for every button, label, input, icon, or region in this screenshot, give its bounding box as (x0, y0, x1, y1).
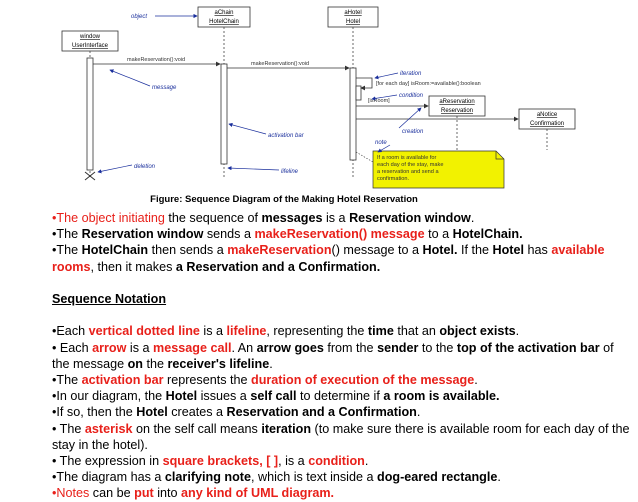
text-run: duration of execution of the message (251, 373, 475, 387)
object-window (62, 31, 118, 51)
text-run: message call (153, 340, 232, 355)
text-run: Hotel (136, 405, 168, 420)
text-run: object exists (439, 324, 516, 339)
object-achain-name: aChain (214, 10, 234, 16)
note-line-3: a reservation and send a (377, 169, 439, 175)
text-run: . (470, 211, 475, 225)
note-line-4: confirmation. (377, 176, 410, 182)
text-run: • The (52, 421, 85, 436)
paragraph-10 (52, 453, 632, 469)
text-run: . (497, 470, 501, 485)
text-run: . (364, 454, 369, 469)
text-run: available rooms (52, 243, 605, 274)
text-run: asterisk (84, 421, 133, 436)
note-anchor (356, 152, 373, 162)
deletion-mark (85, 172, 95, 180)
callout-condition: condition (399, 93, 424, 99)
figure-caption (0, 194, 638, 205)
object-anotice-class: Confirmation (529, 121, 565, 127)
text-run: HotelChain (81, 243, 149, 258)
text-run: the (143, 356, 168, 371)
text-run: , is a (278, 454, 309, 469)
text-run: •The object initiating (52, 211, 165, 225)
text-run: on (127, 356, 143, 371)
text-run: self call (250, 389, 297, 404)
text-run: creates a (167, 405, 227, 420)
condition-label: [isRoom] (368, 98, 390, 104)
text-run: messages (261, 211, 323, 225)
paragraph-8 (52, 404, 632, 420)
figure-caption-text: Figure: Sequence Diagram of the Making Hotel Reservation (150, 194, 418, 205)
text-run: condition (308, 454, 365, 469)
paragraph-12 (52, 485, 632, 501)
paragraph-6 (52, 372, 632, 388)
text-run: square brackets, [ ] (162, 454, 279, 469)
text-run: a room is available. (383, 389, 500, 404)
text-run: . (416, 405, 421, 420)
text-run: . (515, 324, 520, 339)
text-run: makeReservation() message (254, 227, 425, 242)
text-run: •Each (52, 324, 89, 339)
text-run: to a (424, 227, 453, 242)
text-run: Reservation window (349, 211, 471, 225)
text-run: to the (418, 340, 457, 355)
text-run: dog-eared rectangle (377, 470, 498, 485)
paragraph-4 (52, 323, 632, 339)
text-run: makeReservation (227, 243, 332, 258)
text-run: is a (322, 211, 350, 225)
text-run: , which is text inside a (251, 470, 377, 485)
message-label-2: makeReservation():void (251, 61, 310, 67)
activation-bars (87, 58, 361, 170)
section-heading: Sequence Notation (52, 292, 167, 306)
text-run: () message to a (331, 243, 423, 258)
text-run: represents the (163, 373, 252, 387)
object-ahotel (328, 7, 378, 27)
text-run: that an (393, 324, 440, 339)
text-run: from the (323, 340, 378, 355)
text-run: top of the activation bar (456, 340, 600, 355)
text-run: put (134, 486, 154, 501)
callout-activation-bar: activation bar (268, 133, 304, 139)
text-run: Hotel (165, 389, 198, 404)
object-ahotel-class: Hotel (345, 19, 361, 25)
text-run: •In our diagram, the (52, 389, 166, 404)
text-run: Hotel (492, 243, 524, 258)
text-run: , representing the (266, 324, 368, 339)
paragraph-3 (52, 242, 632, 274)
text-run: has (524, 243, 552, 258)
text-run: If the (457, 243, 493, 258)
paragraph-2 (52, 226, 632, 242)
text-run: any kind of UML diagram. (181, 486, 335, 501)
text-run: . (269, 356, 273, 371)
object-areservation (429, 96, 485, 116)
text-run: lifeline (226, 324, 267, 339)
guard-label: [for each day] isRoom:=available():boolean (376, 81, 481, 87)
text-run: • Each (52, 340, 93, 355)
text-run: sender (377, 340, 419, 355)
body-text (52, 210, 632, 502)
text-run: of the message (52, 340, 614, 371)
text-run: the sequence of (164, 211, 262, 225)
paragraph-5 (52, 340, 632, 372)
callout-lifeline: lifeline (281, 169, 299, 175)
object-ahotel-name: aHotel (344, 10, 362, 16)
text-run: Reservation window (81, 227, 204, 242)
text-run: •The diagram has a (52, 470, 165, 485)
text-run: . An (231, 340, 257, 355)
note-box (373, 151, 504, 188)
object-areservation-class: Reservation (440, 108, 474, 114)
text-run: activation bar (81, 373, 164, 387)
object-areservation-name: aReservation (439, 99, 475, 105)
sequence-diagram (0, 0, 638, 190)
callout-object: object (131, 14, 148, 20)
message-label-1: makeReservation():void (127, 57, 186, 63)
object-anotice (519, 109, 575, 129)
object-achain-class: HotelChain (209, 19, 239, 25)
text-run: into (153, 486, 182, 501)
paragraph-11 (52, 469, 632, 485)
object-window-name: window (79, 34, 101, 40)
text-run: then sends a (148, 243, 228, 258)
object-achain (198, 7, 250, 27)
text-run: iteration (261, 421, 312, 436)
text-run: a Reservation and a Confirmation. (175, 259, 381, 274)
note-line-1: If a room is available for (377, 155, 437, 161)
paragraph-1 (52, 210, 632, 226)
text-run: arrow (92, 340, 127, 355)
text-run: is a (199, 324, 227, 339)
text-run: receiver's lifeline (167, 356, 270, 371)
callout-iteration: iteration (400, 71, 422, 77)
text-run: can be (89, 486, 135, 501)
callout-message: message (152, 85, 177, 91)
text-run: •Notes (52, 486, 90, 501)
text-run: •The (52, 227, 82, 242)
text-run: on the self call means (132, 421, 262, 436)
text-run: sends a (203, 227, 255, 242)
text-run: time (367, 324, 394, 339)
text-run: clarifying note (164, 470, 251, 485)
text-run: •If so, then the (52, 405, 137, 420)
object-anotice-name: aNotice (536, 112, 558, 118)
callout-deletion: deletion (134, 164, 156, 170)
text-run: • The expression in (52, 454, 163, 469)
text-run: vertical dotted line (88, 324, 200, 339)
object-window-class: UserInterface (71, 43, 109, 49)
paragraph-9 (52, 421, 632, 453)
text-run: •The (52, 373, 82, 387)
text-run: . (474, 373, 478, 387)
text-run: issues a (197, 389, 251, 404)
text-run: to determine if (296, 389, 384, 404)
paragraph-7 (52, 388, 632, 404)
text-run: (to make sure there is available room for each day of the stay in the hotel). (52, 421, 630, 452)
callout-note: note (375, 140, 387, 146)
note-line-2: each day of the stay, make (377, 162, 444, 168)
callout-creation: creation (402, 129, 424, 135)
text-run: HotelChain. (452, 227, 523, 242)
text-run: Hotel. (422, 243, 458, 258)
text-run: •The (52, 243, 82, 258)
text-run: is a (126, 340, 154, 355)
text-run: arrow goes (256, 340, 324, 355)
text-run: , then it makes (90, 259, 176, 274)
text-run: Reservation and a Confirmation (226, 405, 417, 420)
